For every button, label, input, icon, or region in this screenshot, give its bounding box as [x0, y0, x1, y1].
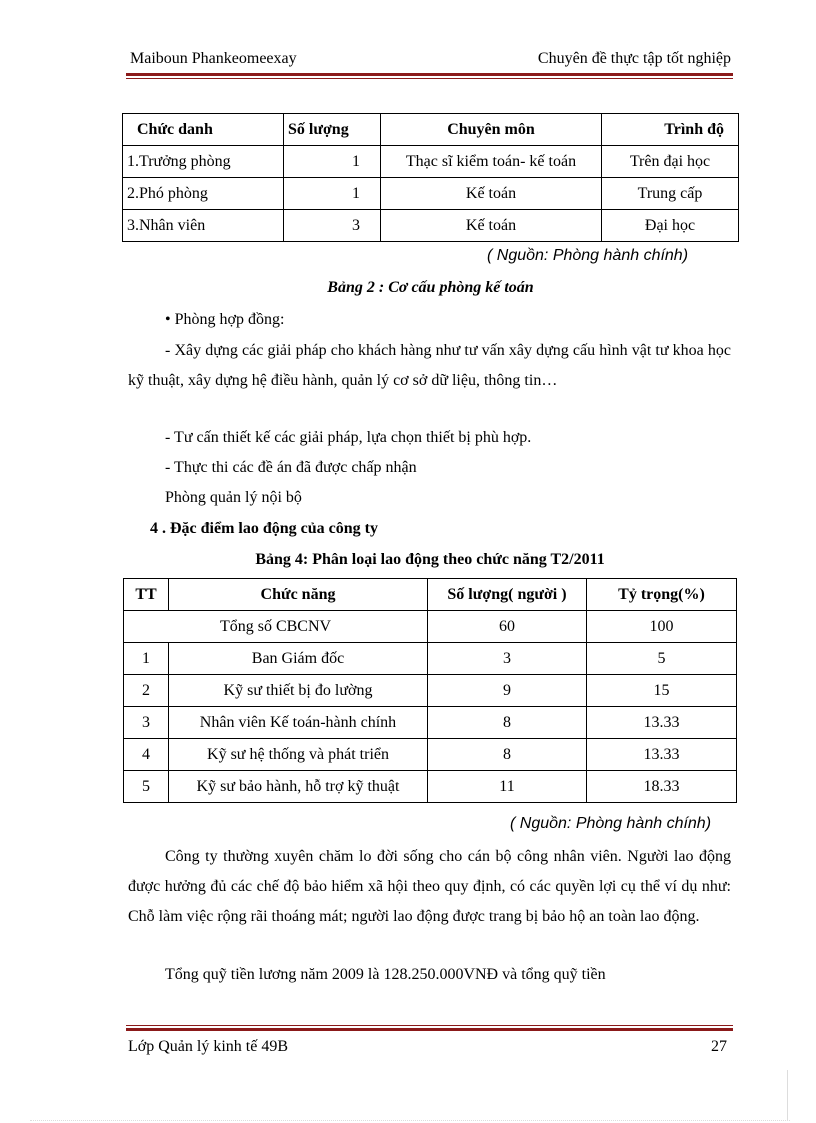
table-header-row	[124, 579, 737, 611]
text-line: - Tư cấn thiết kế các giải pháp, lựa chọn thiết bị phù hợp.	[165, 429, 532, 446]
text-line: - Thực thi các đề án đã được chấp nhận	[165, 459, 417, 476]
table-cell: Kế toán	[381, 210, 602, 242]
table2-source: ( Nguồn: Phòng hành chính)	[510, 815, 712, 832]
table-cell: 8	[428, 707, 587, 739]
table-cell: 2	[124, 675, 169, 707]
header-rule-thin	[126, 78, 733, 79]
table-total-row	[124, 611, 737, 643]
text-line: Phòng quản lý nội bộ	[165, 489, 302, 506]
table-cell: 1	[284, 146, 381, 178]
bullet-item	[165, 311, 284, 329]
table-cell: 13.33	[587, 707, 737, 739]
table-cell: 1.Trưởng phòng	[123, 146, 284, 178]
table-cell: Nhân viên Kế toán-hành chính	[169, 707, 428, 739]
table-cell: 4	[124, 739, 169, 771]
page-edge-vertical	[787, 1070, 788, 1120]
accounting-staff-table	[122, 113, 739, 242]
table-header-cell: Số lượng( người )	[428, 579, 587, 611]
page-header	[126, 50, 731, 72]
bullet-icon: •	[165, 311, 171, 328]
table-row	[124, 643, 737, 675]
table-cell: Kế toán	[381, 178, 602, 210]
table-cell: 100	[587, 611, 737, 643]
table-header-cell: Chức danh	[123, 114, 284, 146]
paragraph: - Xây dựng các giải pháp cho khách hàng như tư vấn xây dựng cấu hình vật tư khoa học kỹ thuật, xây dựng hệ điều hành, quản lý cơ sở dữ liệu, thông tin…	[128, 342, 731, 389]
table-header-row	[123, 114, 739, 146]
header-subject: Chuyên đề thực tập tốt nghiệp	[537, 50, 731, 67]
table-cell: 9	[428, 675, 587, 707]
table-cell: 2.Phó phòng	[123, 178, 284, 210]
table-cell: 3	[428, 643, 587, 675]
table-cell: 15	[587, 675, 737, 707]
page-number: 27	[711, 1038, 727, 1055]
table-row	[124, 675, 737, 707]
header-author: Maiboun Phankeomeexay	[130, 50, 297, 67]
table-cell: 5	[124, 771, 169, 803]
table-row	[123, 146, 739, 178]
table-cell: Thạc sĩ kiểm toán- kế toán	[381, 146, 602, 178]
table-header-cell: Trình độ	[602, 114, 739, 146]
table1-source: ( Nguồn: Phòng hành chính)	[487, 247, 689, 264]
table-cell: 8	[428, 739, 587, 771]
table-header-cell: Tỷ trọng(%)	[587, 579, 737, 611]
table-header-cell: TT	[124, 579, 169, 611]
table-cell: Ban Giám đốc	[169, 643, 428, 675]
footer-rule	[126, 1028, 733, 1031]
text-line: Tổng quỹ tiền lương năm 2009 là 128.250.000VNĐ và tổng quỹ tiền	[165, 966, 606, 983]
page-edge	[30, 1120, 790, 1121]
table-row	[124, 707, 737, 739]
footer-class: Lớp Quản lý kinh tế 49B	[128, 1038, 288, 1055]
labor-classification-table	[123, 578, 737, 803]
table-header-cell: Chức năng	[169, 579, 428, 611]
table-cell: 3	[284, 210, 381, 242]
table2-caption: Bảng 4: Phân loại lao động theo chức năng T2/2011	[255, 551, 605, 568]
table-cell: 3	[124, 707, 169, 739]
table-header-cell: Chuyên môn	[381, 114, 602, 146]
header-rule	[126, 73, 733, 76]
table-cell: 11	[428, 771, 587, 803]
table-cell: Kỹ sư hệ thống và phát triển	[169, 739, 428, 771]
table-row	[124, 739, 737, 771]
section-heading: 4 . Đặc điểm lao động của công ty	[150, 520, 378, 537]
footer-rule-thin	[126, 1025, 733, 1026]
table-cell: 5	[587, 643, 737, 675]
table-cell: 18.33	[587, 771, 737, 803]
table-cell: 1	[124, 643, 169, 675]
table-row	[123, 210, 739, 242]
table-row	[123, 178, 739, 210]
paragraph: Công ty thường xuyên chăm lo đời sống cho cán bộ công nhân viên. Người lao động được hưởng đủ các chế độ bảo hiểm xã hội theo quy định, có các quyền lợi cụ thể ví dụ như: Chỗ làm việc rộng rãi thoáng mát; người lao động được trang bị bảo hộ an toàn lao động.	[128, 848, 731, 925]
bullet-heading: Phòng hợp đồng:	[174, 311, 285, 328]
table-cell: 60	[428, 611, 587, 643]
table-header-cell: Số lượng	[284, 114, 381, 146]
table1-caption: Bảng 2 : Cơ cấu phòng kế toán	[327, 279, 534, 296]
table-cell: 1	[284, 178, 381, 210]
table-cell: Trên đại học	[602, 146, 739, 178]
table-cell: Đại học	[602, 210, 739, 242]
table-cell: Tổng số CBCNV	[124, 611, 428, 643]
table-row	[124, 771, 737, 803]
table-cell: Kỹ sư thiết bị đo lường	[169, 675, 428, 707]
table-cell: 13.33	[587, 739, 737, 771]
table-cell: Kỹ sư bảo hành, hỗ trợ kỹ thuật	[169, 771, 428, 803]
table-cell: 3.Nhân viên	[123, 210, 284, 242]
table-cell: Trung cấp	[602, 178, 739, 210]
